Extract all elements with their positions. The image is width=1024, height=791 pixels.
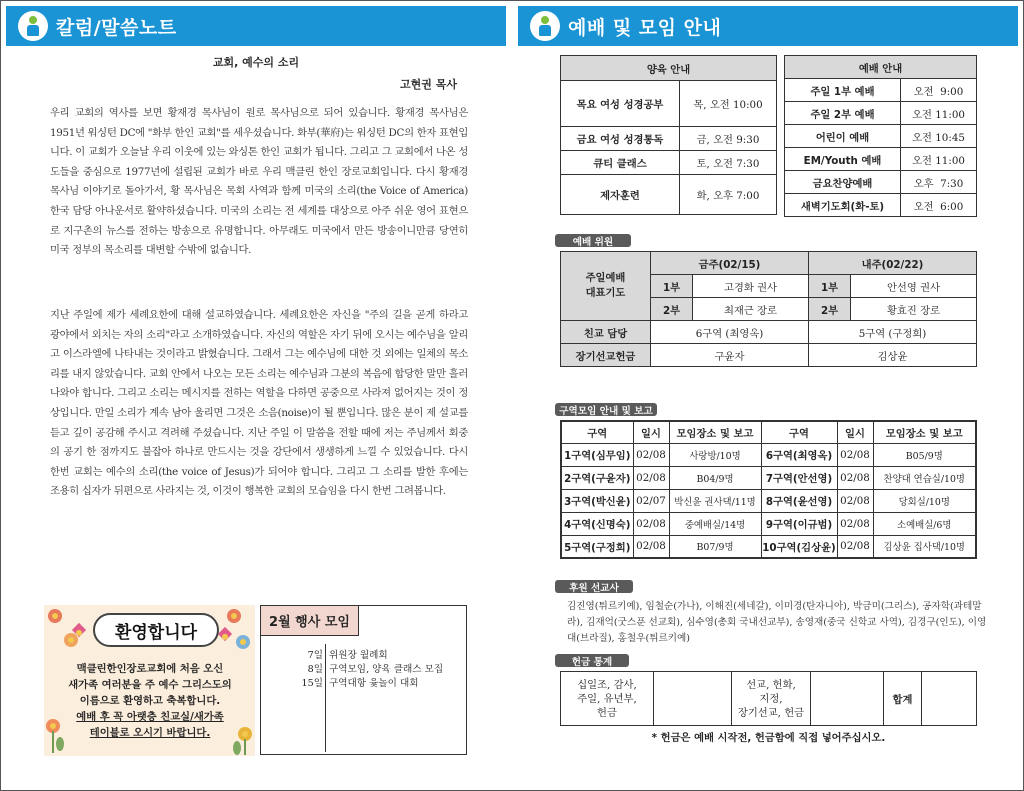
offering-category-line: 선교, 헌화, <box>746 678 796 691</box>
column-paragraph-1: 우리 교회의 역사를 보면 황재경 목사님이 원로 목사님으로 되어 있습니다. 황재경 목사님은 1951년 워싱턴 DC에 "화부 한인 교회"를 세우셨습니다. 화부(華府)는 워싱턴 DC의 한자 표현입니다. 이 교회가 오늘날 우리 이웃에 있는 와싱톤 한인 교회가 됩니다. 그리고 그 교회에서 나온 성도들을 중심으로 1977년에 설립된 교회가 바로 우리 맥클린 한인 장로교회입니다. 다시 황재경 목사님 이야기로 돌아가서, 황 목사님은 목회 사역과 함께 미국의 소리(the Voice of America) 한국 담당 아나운서로 활약하셨습니다. 미국의 소리는 전 세계를 대상으로 아주 쉬운 영어 표현으로 지구촌의 뉴스를 전하는 방송으로 유명합니다. 아무래도 미국에서 만든 방송이니만큼 당연히 미국 정부의 목소리를 대변할 수밖에 없습니다. <box>50 107 468 257</box>
welcome-title-frame <box>93 613 219 647</box>
groups-header: 구역 <box>561 421 633 443</box>
group-report: 소예배실/6명 <box>873 512 976 535</box>
column-paragraph-2: 지난 주일에 제가 세례요한에 대해 설교하였습니다. 세례요한은 자신을 "주의 길을 곧게 하라고 광야에서 외치는 자의 소리"라고 소개하였습니다. 자신의 역할은 자기 뒤에 오시는 예수님을 알리고 이스라엘에 나타내는 것이라고 밝혔습니다. 그래서 그는 예수님에 대한 것 외에는 일체의 목소리를 내지 않았습니다. 교회 안에서 나오는 모든 소리는 예수님과 그분의 복음에 합당한 말만 흘러나와야 합니다. 그리고 소리는 메시지를 전하는 역할을 다하면 공중으로 사라져 없어지는 것이 정상입니다. 만일 소리가 계속 남아 울리면 그것은 소음(noise)이 될 뿐입니다. 많은 분이 제 설교를 듣고 깊이 공감해 주시고 격려해 주셨습니다. 지난 주일 이 말씀을 전할 때에 저는 주님께서 회중의 공기 한 점까지도 불잡아 하나로 만드시는 것을 강단에서 생생하게 느낄 수 있었습니다. 다시 한번 교회는 예수의 소리(the voice of Jesus)가 되어야 합니다. 그리고 그 소리를 발한 후에는 조용히 십자가 뒤편으로 사라지는 것, 이것이 행복한 교회의 모습임을 다시 한번 그려봅니다. <box>50 309 468 498</box>
worship-time: 오전 11:00 <box>901 102 977 125</box>
flower-icon <box>64 633 78 647</box>
group-name: 5구역(구정희) <box>561 535 633 558</box>
column-author: 고현권 목사 <box>400 78 457 91</box>
flower-icon <box>48 609 62 623</box>
fellowship-label: 친교 담당 <box>561 321 651 344</box>
column-header-title: 칼럼/말씀노트 <box>56 16 177 39</box>
committee-table <box>560 251 977 367</box>
worship-time: 오전 10:45 <box>901 125 977 148</box>
event-text: 위원장 월례회 <box>329 650 388 661</box>
group-name: 9구역(이규범) <box>761 512 837 535</box>
group-name: 6구역(최영옥) <box>761 443 837 466</box>
welcome-line: 예배 후 꼭 아랫층 친교실/새가족 <box>76 711 224 723</box>
nurture-name: 제자훈련 <box>561 175 680 215</box>
nurture-name: 큐티 클래스 <box>561 151 680 175</box>
group-report: 사랑방/10명 <box>669 443 761 466</box>
group-name: 8구역(윤선영) <box>761 489 837 512</box>
heart-icon <box>218 627 232 641</box>
offering-category-line: 지정, <box>759 692 783 705</box>
groups-header: 일시 <box>837 421 873 443</box>
prayer-label <box>561 252 651 321</box>
nurture-time: 토, 오전 7:30 <box>680 151 777 175</box>
worship-name: EM/Youth 예배 <box>785 148 901 171</box>
group-report: B07/9명 <box>669 535 761 558</box>
group-name: 4구역(신명숙) <box>561 512 633 535</box>
group-date: 02/08 <box>633 512 669 535</box>
column-header <box>6 6 506 46</box>
church-logo-icon <box>530 11 560 41</box>
worship-name: 주일 1부 예배 <box>785 79 901 102</box>
welcome-line: 이름으로 환영하고 축복합니다. <box>79 695 221 707</box>
fellowship-next: 5구역 (구정희) <box>809 321 977 344</box>
groups-row <box>561 489 976 512</box>
worship-table <box>784 55 977 217</box>
prayer-next: 안선영 권사 <box>851 275 977 298</box>
groups-row <box>561 443 976 466</box>
column-title: 교회, 예수의 소리 <box>212 56 300 69</box>
worship-name: 주일 2부 예배 <box>785 102 901 125</box>
group-date: 02/08 <box>837 489 873 512</box>
group-report: 김상윤 집사댁/10명 <box>873 535 976 558</box>
groups-header: 모임장소 및 보고 <box>669 421 761 443</box>
event-day: 8일 <box>307 664 323 675</box>
leaf-icon <box>233 741 241 755</box>
prayer-next: 황효진 장로 <box>851 298 977 321</box>
groups-tag: 구역모임 안내 및 보고 <box>555 403 657 416</box>
offering-tag: 헌금 통계 <box>555 654 629 667</box>
groups-header: 모임장소 및 보고 <box>873 421 976 443</box>
prayer-label-line: 주일예배 <box>585 272 626 284</box>
worship-time: 오후 7:30 <box>901 171 977 194</box>
group-report: 찬양대 연습실/10명 <box>873 466 976 489</box>
events-divider <box>325 644 326 752</box>
welcome-line: 맥클린한인장로교회에 처음 오신 <box>76 663 224 675</box>
group-name: 1구역(심무임) <box>561 443 633 466</box>
missionaries-list: 김진영(튀르키예), 임철순(가나), 이해진(세네갈), 이미경(탄자니아), 박금미(그리스), 공자학(과테말라), 김재억(굿스푼 선교회), 심수영(총회 국내선교부), 송영재(중국 신학교 사역), 김경구(인도), 이영대(브라질), 홍철우(튀르키예) <box>567 601 987 644</box>
group-report: B05/9명 <box>873 443 976 466</box>
nurture-table-title: 양육 안내 <box>561 56 777 81</box>
groups-header: 구역 <box>761 421 837 443</box>
nurture-table <box>560 55 777 215</box>
welcome-box <box>44 605 255 756</box>
offering-note: * 헌금은 예배 시작전, 헌금함에 직접 넣어주십시오. <box>651 732 886 744</box>
nurture-name: 금요 여성 성경통독 <box>561 127 680 151</box>
part-label: 2부 <box>651 298 693 321</box>
worship-time: 오전 6:00 <box>901 194 977 217</box>
group-date: 02/08 <box>837 466 873 489</box>
offering-category-1 <box>561 672 654 726</box>
welcome-line: 테이블로 오시기 바랍니다. <box>89 727 211 739</box>
flower-icon <box>236 635 250 649</box>
offering-amount-2 <box>811 672 884 726</box>
worship-name: 금요찬양예배 <box>785 171 901 194</box>
group-report: 중예배실/14명 <box>669 512 761 535</box>
worship-time: 오전 11:00 <box>901 148 977 171</box>
nurture-time: 목, 오전 10:00 <box>680 81 777 127</box>
groups-header: 일시 <box>633 421 669 443</box>
missionaries-tag: 후원 선교사 <box>555 580 633 593</box>
groups-row <box>561 535 976 558</box>
group-name: 2구역(구윤자) <box>561 466 633 489</box>
flower-icon <box>227 609 241 623</box>
group-report: 당회실/10명 <box>873 489 976 512</box>
prayer-label-line: 대표기도 <box>585 287 626 299</box>
group-date: 02/08 <box>633 535 669 558</box>
group-date: 02/08 <box>837 443 873 466</box>
offering-category-line: 헌금 <box>597 706 617 719</box>
event-text: 구역대항 윷놀이 대회 <box>329 678 419 689</box>
worship-header-title: 예배 및 모임 안내 <box>568 16 722 39</box>
offering-category-line: 십일조, 감사, <box>577 678 637 691</box>
part-label: 2부 <box>809 298 851 321</box>
event-text: 구역모임, 양육 클래스 모집 <box>329 664 444 675</box>
groups-table <box>560 420 977 559</box>
group-date: 02/08 <box>837 512 873 535</box>
part-label: 1부 <box>651 275 693 298</box>
group-report: 박신윤 권사댁/11명 <box>669 489 761 512</box>
group-name: 10구역(김상윤) <box>761 535 837 558</box>
fellowship-this: 6구역 (최영옥) <box>651 321 809 344</box>
worship-name: 어린이 예배 <box>785 125 901 148</box>
group-date: 02/08 <box>633 443 669 466</box>
events-box <box>260 605 467 755</box>
worship-time: 오전 9:00 <box>901 79 977 102</box>
offering-this: 구윤자 <box>651 344 809 367</box>
nurture-name: 목요 여성 성경공부 <box>561 81 680 127</box>
groups-row <box>561 466 976 489</box>
prayer-this: 최재근 장로 <box>693 298 809 321</box>
welcome-line: 새가족 여러분을 주 예수 그리스도의 <box>68 679 232 691</box>
worship-header <box>518 6 1018 46</box>
event-day: 15일 <box>301 678 323 689</box>
group-report: B04/9명 <box>669 466 761 489</box>
offering-total-amount <box>922 672 977 726</box>
offering-category-line: 장기선교, 헌금 <box>737 706 805 719</box>
group-date: 02/07 <box>633 489 669 512</box>
welcome-title: 환영합니다 <box>114 622 198 643</box>
part-label: 1부 <box>809 275 851 298</box>
offering-next: 김상윤 <box>809 344 977 367</box>
nurture-time: 화, 오후 7:00 <box>680 175 777 215</box>
group-date: 02/08 <box>633 466 669 489</box>
group-name: 3구역(박신윤) <box>561 489 633 512</box>
worship-table-title: 예배 안내 <box>785 56 977 79</box>
prayer-this: 고경화 권사 <box>693 275 809 298</box>
offering-label: 장기선교헌금 <box>561 344 651 367</box>
offering-amount-1 <box>654 672 732 726</box>
groups-row <box>561 512 976 535</box>
next-week-header: 내주(02/22) <box>809 252 977 275</box>
worship-name: 새벽기도회(화-토) <box>785 194 901 217</box>
offering-table <box>560 671 977 726</box>
event-day: 7일 <box>307 650 323 661</box>
events-title: 2월 행사 모임 <box>261 606 359 636</box>
welcome-message <box>56 661 244 741</box>
group-date: 02/08 <box>837 535 873 558</box>
committee-tag: 예배 위원 <box>555 234 631 247</box>
church-logo-icon <box>18 11 48 41</box>
offering-total-label: 합계 <box>884 672 922 726</box>
offering-category-2 <box>732 672 811 726</box>
this-week-header: 금주(02/15) <box>651 252 809 275</box>
group-name: 7구역(안선영) <box>761 466 837 489</box>
nurture-time: 금, 오전 9:30 <box>680 127 777 151</box>
offering-category-line: 주일, 유년부, <box>577 692 637 705</box>
stem-icon <box>52 731 54 753</box>
stem-icon <box>244 739 246 755</box>
